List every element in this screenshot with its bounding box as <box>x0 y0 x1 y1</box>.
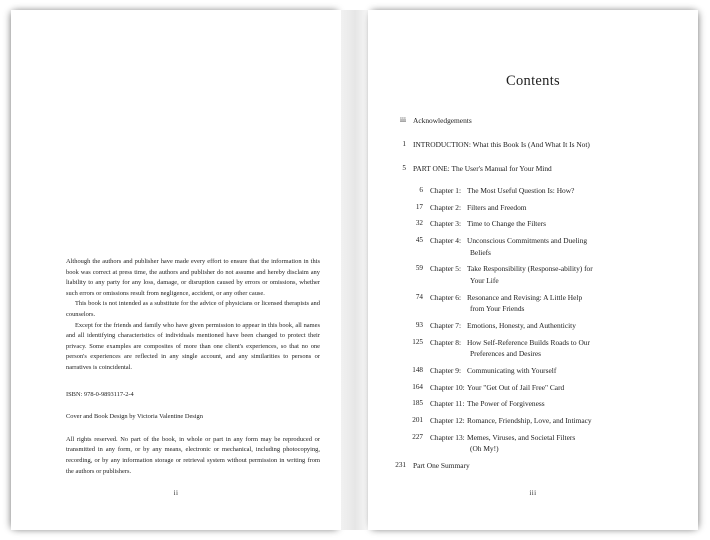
toc-entry-title: Romance, Friendship, Love, and Intimacy <box>467 416 592 426</box>
toc-entry-title: Filters and Freedom <box>467 202 527 212</box>
toc-page-number: 1 <box>402 139 406 148</box>
toc-entry[interactable] <box>368 163 698 174</box>
toc-page-number: 17 <box>415 202 423 211</box>
toc-chapter-label: Chapter 10: <box>430 382 465 392</box>
toc-chapter-label: Chapter 2: <box>430 202 461 212</box>
toc-page-number: 185 <box>412 399 423 408</box>
toc-page-number: 32 <box>415 219 423 228</box>
toc-entry-title: How Self-Reference Builds Roads to Our Preferences and Desires <box>467 337 698 360</box>
toc-entry[interactable] <box>368 398 698 409</box>
toc-entry-title: Unconscious Commitments and Dueling Beliefs <box>467 235 698 258</box>
toc-chapter-label: Chapter 9: <box>430 365 461 375</box>
toc-entry-title: Communicating with Yourself <box>467 365 557 375</box>
toc-entry-title: Emotions, Honesty, and Authenticity <box>467 320 576 330</box>
toc-chapter-label: Chapter 5: <box>430 264 461 274</box>
privacy-paragraph: Except for the friends and family who have given permission to appear in this book, all names and all identifying characteristics of individuals mentioned have been changed to protect their privacy. Some examples are composites of more than one client's experiences, so that no one person's experiences are reflected in any single account, and any similarities to persons or narratives is coincidental. <box>66 321 320 371</box>
right-page <box>368 10 698 530</box>
toc-page-number: 227 <box>412 432 423 441</box>
toc-entry-title-continued: (Oh My!) <box>470 444 499 454</box>
toc-chapter-label: Chapter 7: <box>430 320 461 330</box>
design-credit-line: Cover and Book Design by Victoria Valentine Design <box>66 413 203 421</box>
toc-page-number: 5 <box>402 163 406 172</box>
toc-entry[interactable] <box>368 185 698 196</box>
toc-page-number: 148 <box>412 365 423 374</box>
right-page-folio: iii <box>529 489 537 497</box>
toc-entry-title: Part One Summary <box>413 461 470 471</box>
toc-entry-title: INTRODUCTION: What this Book Is (And What It Is Not) <box>413 139 590 149</box>
toc-entry[interactable] <box>368 365 698 376</box>
toc-chapter-label: Chapter 12: <box>430 416 465 426</box>
toc-entry[interactable] <box>368 415 698 426</box>
toc-entry[interactable] <box>368 337 698 360</box>
toc-chapter-label: Chapter 13: <box>430 432 465 442</box>
toc-chapter-label: Chapter 3: <box>430 219 461 229</box>
toc-page-number: 45 <box>415 236 423 245</box>
toc-chapter-label: Chapter 4: <box>430 236 461 246</box>
toc-entry-title: The Most Useful Question Is: How? <box>467 185 575 195</box>
toc-entry-title-continued: Your Life <box>470 275 499 285</box>
toc-chapter-label: Chapter 11: <box>430 399 465 409</box>
toc-entry[interactable] <box>368 139 698 150</box>
disclaimer-paragraph: Although the authors and publisher have made every effort to ensure that the information in this book was correct at press time, the authors and publisher do not assume and hereby disclaim any liability to any party for any loss, damage, or disruption caused by errors or omissions, whether such errors or omissions result from negligence, accident, or any other cause. <box>66 258 320 297</box>
toc-entry-title-continued: Beliefs <box>470 247 491 257</box>
toc-entry-title: Time to Change the Filters <box>467 219 546 229</box>
toc-page-number: 93 <box>415 320 423 329</box>
toc-entry-title: Your "Get Out of Jail Free" Card <box>467 382 565 392</box>
spacer <box>66 423 320 435</box>
toc-entry[interactable] <box>368 115 698 126</box>
toc-entry[interactable] <box>368 382 698 393</box>
toc-page-number: iii <box>400 116 406 124</box>
toc-page-number: 59 <box>415 264 423 273</box>
toc-entry[interactable] <box>368 432 698 455</box>
toc-entry[interactable] <box>368 202 698 213</box>
toc-entry-title: Memes, Viruses, and Societal Filters (Oh My!) <box>467 432 698 455</box>
toc-entry[interactable] <box>368 460 698 471</box>
toc-page-number: 164 <box>412 382 423 391</box>
toc-entry-title-continued: Preferences and Desires <box>470 348 541 358</box>
toc-page-number: 125 <box>412 337 423 346</box>
left-page <box>11 10 341 530</box>
toc-entry-title: Take Responsibility (Response-ability) for Your Life <box>467 263 698 286</box>
toc-entry[interactable] <box>368 263 698 286</box>
toc-chapter-label: Chapter 6: <box>430 292 461 302</box>
toc-chapter-label: Chapter 1: <box>430 185 461 195</box>
toc-chapter-label: Chapter 8: <box>430 337 461 347</box>
toc-entry-title: The Power of Forgiveness <box>467 399 545 409</box>
isbn-line: ISBN: 978-0-9893117-2-4 <box>66 390 134 398</box>
toc-entry-title: Resonance and Revising: A Little Help from Your Friends <box>467 292 698 315</box>
toc-entry-title: PART ONE: The User's Manual for Your Mind <box>413 163 552 173</box>
toc-entry[interactable] <box>368 320 698 331</box>
toc-entry[interactable] <box>368 218 698 229</box>
table-of-contents <box>368 115 698 472</box>
copyright-text-block <box>66 257 320 477</box>
toc-entry[interactable] <box>368 235 698 258</box>
toc-page-number: 6 <box>419 185 423 194</box>
toc-entry[interactable] <box>368 292 698 315</box>
toc-page-number: 201 <box>412 416 423 425</box>
contents-heading: Contents <box>506 73 560 89</box>
left-page-folio: ii <box>173 489 179 497</box>
all-rights-reserved-paragraph: All rights reserved. No part of the book, in whole or part in any form may be reproduced or transmitted in any form, or by any means, electronic or mechanical, including photocopying, recording, or by any information storage or retrieval system without permission in writing from the authors or publishers. <box>66 435 320 475</box>
substitute-advice-paragraph: This book is not intended as a substitute for the advice of physicians or licensed therapists and counselors. <box>66 300 320 318</box>
spacer <box>66 400 320 412</box>
spacer <box>66 374 320 390</box>
toc-page-number: 74 <box>415 292 423 301</box>
page-gutter <box>341 10 368 530</box>
toc-page-number: 231 <box>395 461 406 470</box>
toc-entry-title: Acknowledgements <box>413 116 472 125</box>
toc-entry-title-continued: from Your Friends <box>470 303 525 313</box>
